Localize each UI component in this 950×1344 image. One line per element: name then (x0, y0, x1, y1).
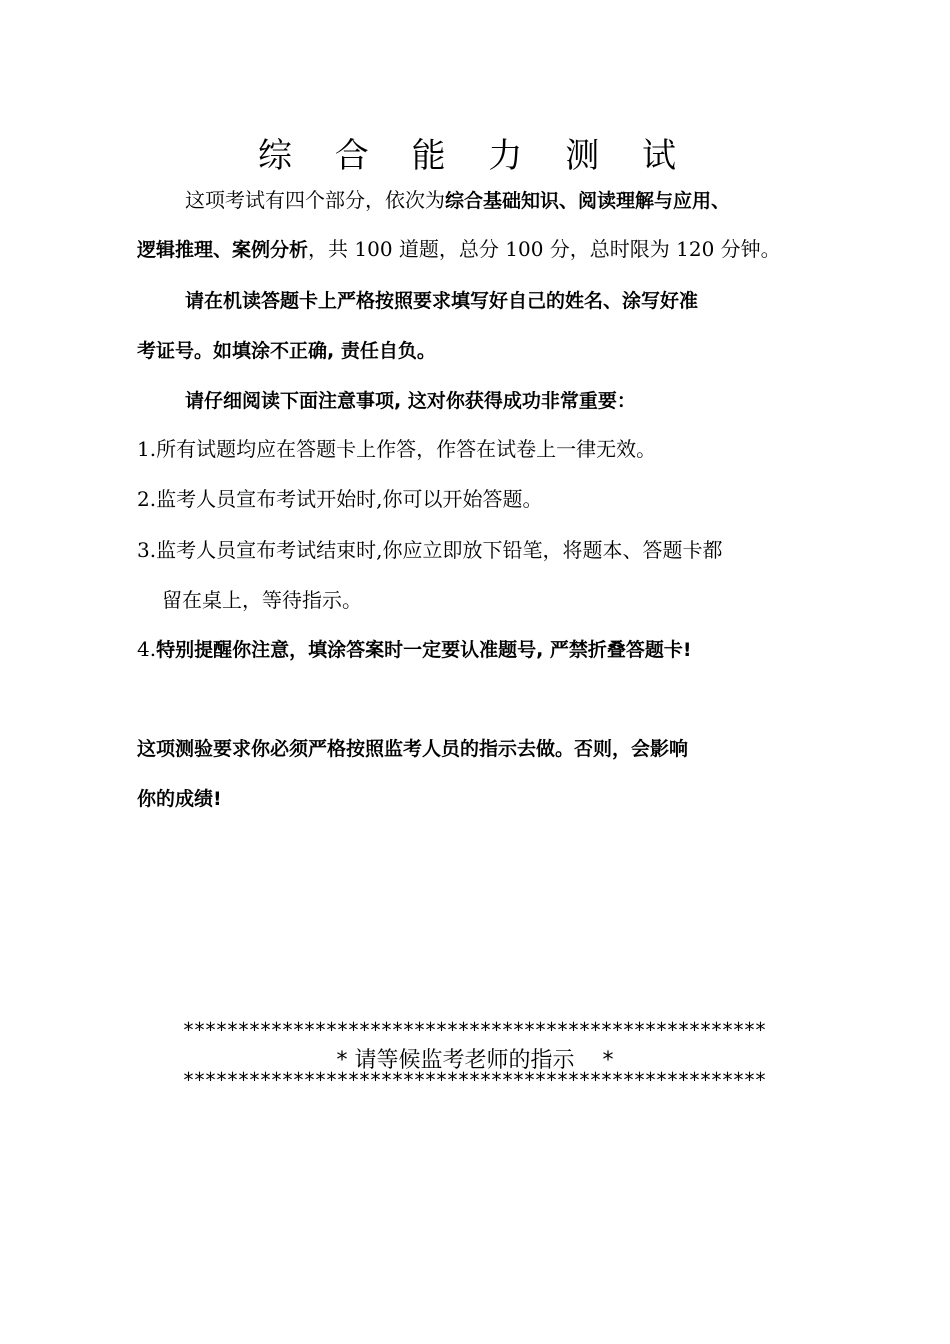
item-number: 4. (137, 637, 157, 661)
item-text: 特别提醒你注意，填涂答案时一定要认准题号, 严禁折叠答题卡! (156, 639, 692, 661)
list-item: 3.监考人员宣布考试结束时,你应立即放下铅笔，将题本、答题卡都 (137, 538, 723, 562)
stars-divider-bottom: ***************************************************** (183, 1068, 767, 1092)
intro-line-2 (137, 234, 781, 265)
read-notice: 请仔细阅读下面注意事项, 这对你获得成功非常重要： (185, 390, 636, 412)
intro-line-1 (185, 185, 730, 216)
card-notice-line-2: 考证号。如填涂不正确, 责任自负。 (137, 340, 436, 362)
warning-line-1: 这项测验要求你必须严格按照监考人员的指示去做。否则，会影响 (137, 738, 689, 760)
intro-text: 这项考试有四个部分，依次为 (185, 188, 445, 212)
intro-sections: 综合基础知识、阅读理解与应用、 (445, 190, 731, 212)
wait-instruction: * 请等候监考老师的指示 * (336, 1048, 614, 1073)
page-title: 综 合 能 力 测 试 (257, 136, 693, 176)
list-item (137, 634, 692, 665)
list-item-continuation: 留在桌上，等待指示。 (162, 588, 362, 612)
card-notice-line-1: 请在机读答题卡上严格按照要求填写好自己的姓名、涂写好准 (185, 290, 699, 312)
intro-sections-cont: 逻辑推理、案例分析 (137, 239, 309, 261)
warning-line-2: 你的成绩! (137, 788, 222, 810)
intro-details: ，共 100 道题，总分 100 分，总时限为 120 分钟。 (308, 237, 781, 261)
list-item: 1.所有试题均应在答题卡上作答，作答在试卷上一律无效。 (137, 437, 657, 461)
list-item: 2.监考人员宣布考试开始时,你可以开始答题。 (137, 487, 543, 511)
stars-divider-top: ***************************************************** (183, 1018, 767, 1042)
